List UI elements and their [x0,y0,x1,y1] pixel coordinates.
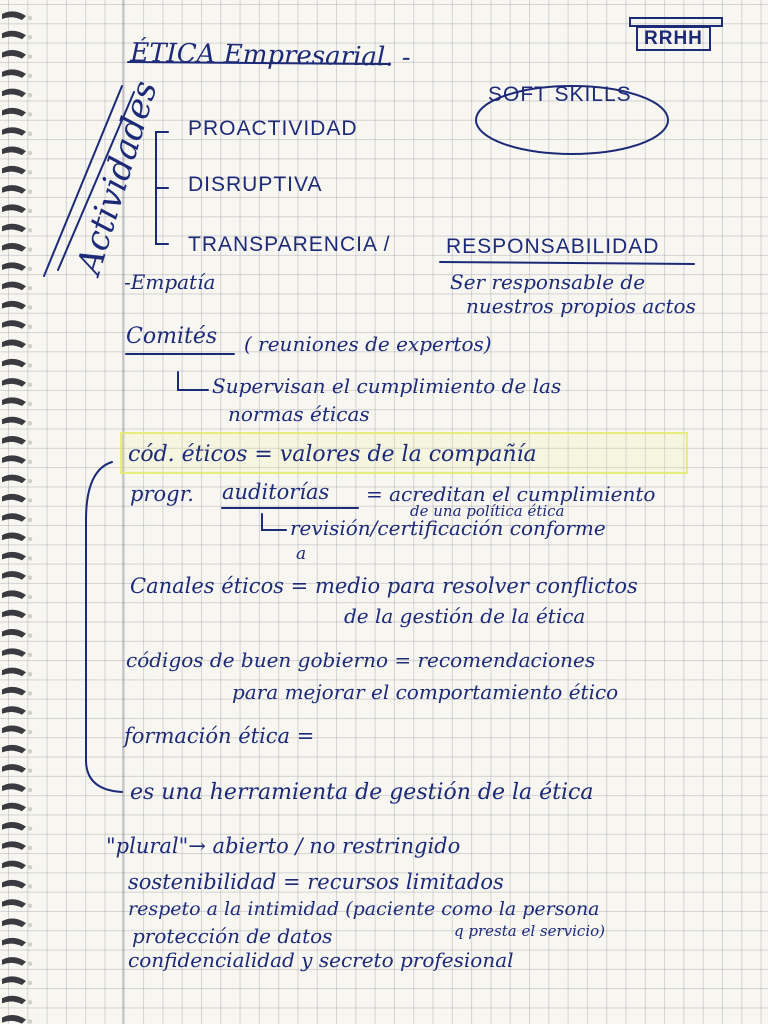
formacion-line: formación ética = [124,724,315,748]
skill-proactividad: PROACTIVIDAD [188,117,358,140]
activities-bracket [86,462,122,792]
progr-rest: = acreditan el cumplimiento [366,482,656,506]
progr-sub: de una política ética [410,502,565,520]
comites-line-2: normas éticas [228,402,370,426]
skills-bracket [156,132,168,244]
progr-label: progr. [130,482,194,506]
rrhh-hatch [630,18,722,26]
herramienta-line: es una herramienta de gestión de la ética [130,780,594,805]
side-label-actividades: Actividades [69,76,166,279]
cod-eticos-line: cód. éticos = valores de la compañía [128,442,537,467]
codigos-line-1: códigos de buen gobierno = recomendaciones [126,648,596,672]
responsabilidad-underline [440,262,694,264]
responsabilidad-note-1: Ser responsable de [450,270,646,294]
comites-arrow [178,372,208,390]
skill-disruptiva: DISRUPTIVA [188,173,323,196]
skill-transparencia: TRANSPARENCIA / [188,233,391,256]
comites-line-1: Supervisan el cumplimiento de las [212,374,562,398]
empatia-label: -Empatía [124,270,216,294]
title-underline [128,62,388,64]
responsabilidad-note-2: nuestros propios actos [466,294,696,318]
revision-arrow [262,514,286,530]
sostenibilidad-line: sostenibilidad = recursos limitados [128,870,504,894]
rrhh-tag: RRHH [636,26,711,51]
comites-label: Comités [126,324,218,349]
progr-auditorias: auditorías [222,480,330,504]
soft-skills-label: SOFT SKILLS [488,83,632,106]
canales-line-2: de la gestión de la ética [344,604,586,628]
codigos-line-2: para mejorar el comportamiento ético [232,680,619,704]
progr-revision: revisión/certificación conforme [290,516,606,540]
plural-line: "plural"→ abierto / no restringido [106,834,461,858]
proteccion-line: protección de datos [132,924,333,948]
respeto-line: respeto a la intimidad (paciente como la persona [128,898,600,920]
respeto-sub: q presta el servicio) [454,922,605,940]
side-slash-2 [58,92,134,270]
skill-responsabilidad: RESPONSABILIDAD [446,235,660,258]
canales-line-1: Canales éticos = medio para resolver conflictos [130,574,638,598]
comites-paren: ( reuniones de expertos) [244,332,492,356]
confidencialidad-line: confidencialidad y secreto profesional [128,948,514,972]
side-slash-1 [44,86,122,276]
soft-skills-ellipse [476,83,668,154]
page-title: ÉTICA Empresarial. - [129,38,411,73]
progr-a: a [296,544,307,564]
